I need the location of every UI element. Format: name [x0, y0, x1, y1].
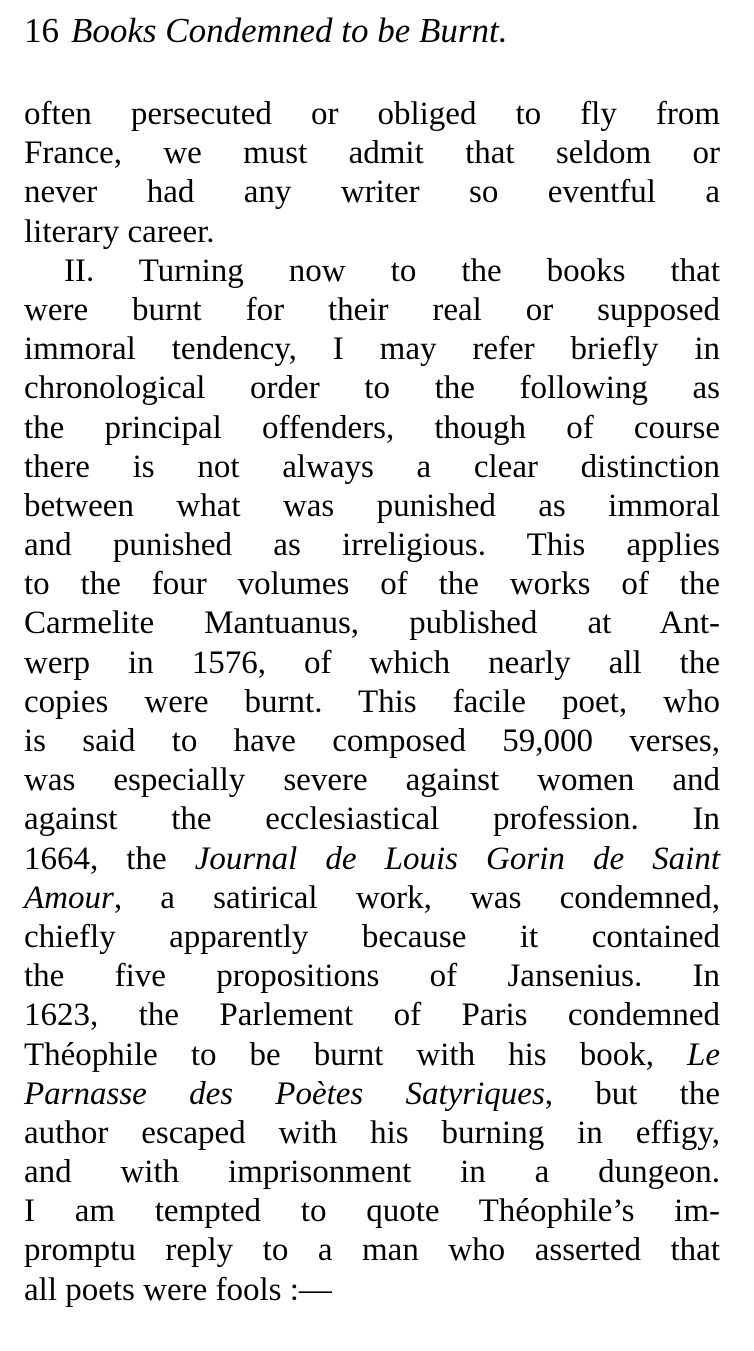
text-line [24, 683, 720, 722]
text-run: werp in 1576, of which nearly all the [24, 644, 720, 681]
text-run: chiefly apparently because it contained [24, 918, 720, 955]
text-line [24, 1271, 720, 1310]
text-run: chronological order to the following as [24, 370, 720, 407]
text-line [24, 1192, 720, 1231]
text-line [24, 761, 720, 800]
text-line [24, 1114, 720, 1153]
text-run: is said to have composed 59,000 verses, [24, 723, 720, 759]
text-run: I am tempted to quote Théophile’s im- [24, 1193, 720, 1230]
text-line [24, 1153, 720, 1192]
text-run: promptu reply to a man who asserted that [24, 1232, 720, 1269]
text-run: author escaped with his burning in effigy, [24, 1114, 720, 1151]
text-run: all poets were fools :— [24, 1271, 332, 1308]
text-run: immoral tendency, I may refer briefly in [24, 331, 720, 368]
text-line [24, 1231, 720, 1270]
body-text [24, 95, 720, 1310]
running-title: Books Condemned to be Burnt. [71, 11, 508, 50]
text-line [24, 173, 720, 212]
text-run: and punished as irreligious. This applies [24, 527, 720, 564]
text-line [24, 369, 720, 408]
text-line [24, 722, 720, 761]
text-line [24, 95, 720, 134]
text-line [24, 487, 720, 526]
text-line [24, 840, 720, 879]
text-line [24, 1075, 720, 1114]
text-line [24, 291, 720, 330]
text-line [24, 252, 720, 291]
text-line [24, 644, 720, 683]
text-line [24, 918, 720, 957]
text-run: there is not always a clear distinction [24, 448, 720, 485]
text-line [24, 213, 720, 252]
italic-title: Journal de Louis Gorin de Saint [194, 840, 720, 877]
text-line [24, 879, 720, 918]
text-line [24, 957, 720, 996]
text-run: France, we must admit that seldom or [24, 135, 720, 172]
text-run: between what was punished as immoral [24, 487, 720, 524]
text-run: , but the [544, 1075, 720, 1112]
text-run: to the four volumes of the works of the [24, 566, 720, 603]
text-run: II. Turning now to the books that [64, 252, 720, 289]
page-number: 16 [24, 11, 59, 50]
text-run: Théophile to be burnt with his book, [24, 1036, 687, 1073]
text-line [24, 996, 720, 1035]
text-line [24, 134, 720, 173]
text-run: literary career. [24, 213, 215, 250]
italic-title: Parnasse des Poètes Satyriques [24, 1075, 545, 1112]
text-run: the five propositions of Jansenius. In [24, 958, 720, 995]
text-run: Carmelite Mantuanus, published at Ant- [24, 605, 720, 642]
text-run: the principal offenders, though of course [24, 409, 720, 446]
text-line [24, 1036, 720, 1075]
italic-title: Le [687, 1036, 720, 1073]
text-run: were burnt for their real or supposed [24, 291, 720, 328]
text-run: against the ecclesiastical profession. In [24, 801, 720, 838]
text-run: never had any writer so eventful a [24, 174, 720, 211]
text-line [24, 565, 720, 604]
text-run: was especially severe against women and [24, 762, 720, 799]
text-line [24, 800, 720, 839]
text-line [24, 526, 720, 565]
italic-title: Amour [24, 879, 114, 916]
text-run: , a satirical work, was condemned, [113, 879, 720, 916]
text-line [24, 604, 720, 643]
text-run: copies were burnt. This facile poet, who [24, 683, 720, 720]
text-line [24, 409, 720, 448]
text-run: 1623, the Parlement of Paris condemned [24, 997, 720, 1034]
text-run: often persecuted or obliged to fly from [24, 96, 720, 132]
text-run: and with imprisonment in a dungeon. [24, 1154, 720, 1191]
text-line [24, 448, 720, 487]
text-run: 1664, the [24, 840, 195, 877]
running-head [24, 10, 507, 52]
text-line [24, 330, 720, 369]
